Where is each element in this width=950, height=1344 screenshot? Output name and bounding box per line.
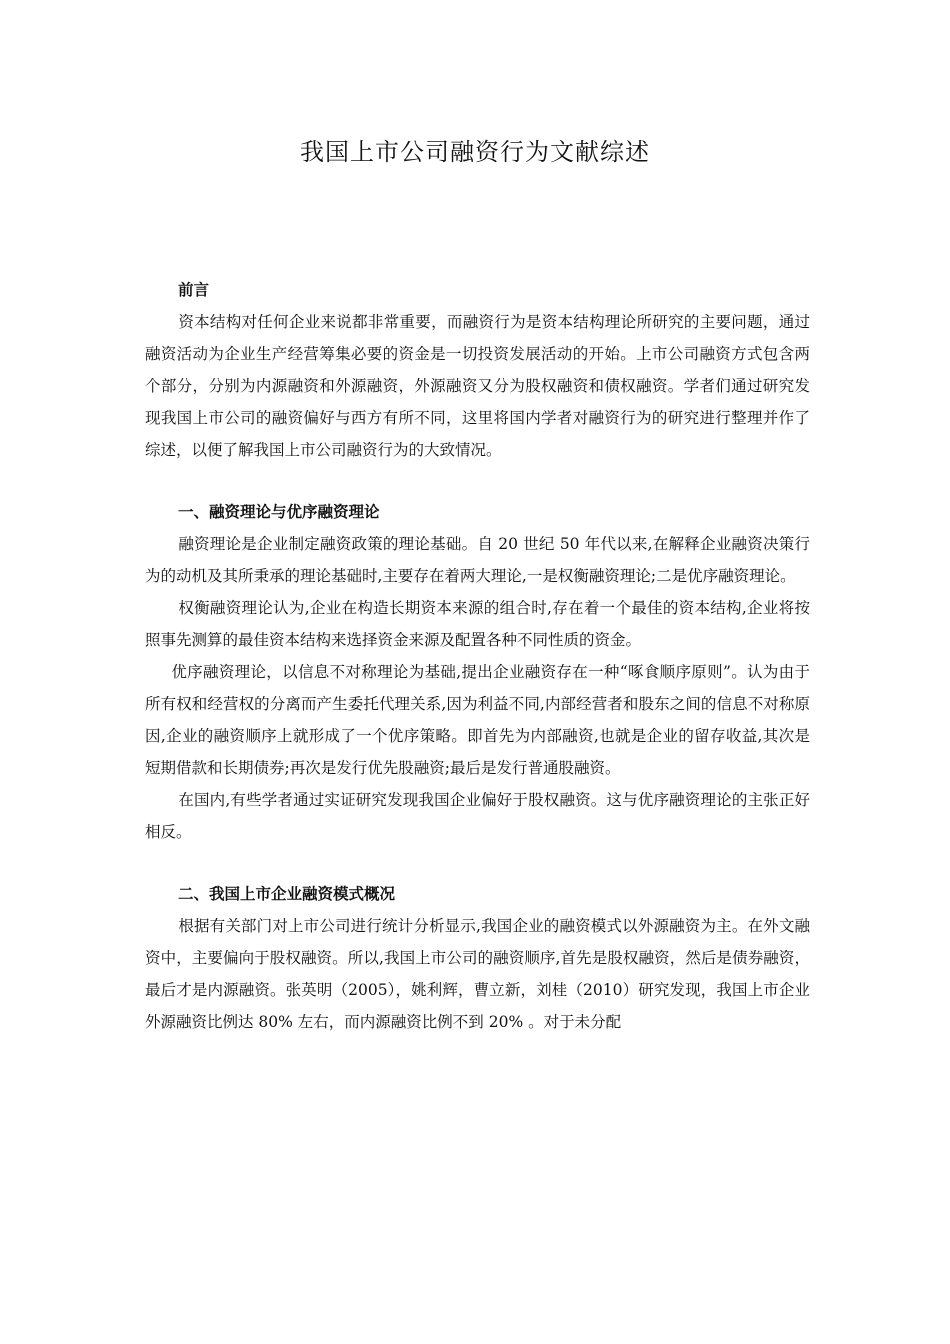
section-heading-preface: 前言 xyxy=(178,281,210,299)
paragraph: 根据有关部门对上市公司进行统计分析显示,我国企业的融资模式以外源融资为主。在外文融资中，主要偏向于股权融资。所以,我国上市公司的融资顺序,首先是股权融资，然后是债券融资，最后才是内源融资。张英明（2005），姚利辉，曹立新，刘桂（2010）研究发现，我国上市企业外源融资比例达 80% 左右，而内源融资比例不到 20% 。对于未分配 xyxy=(145,917,810,1031)
section-heading-financing-model: 二、我国上市企业融资模式概况 xyxy=(178,885,396,903)
paragraph: 资本结构对任何企业来说都非常重要，而融资行为是资本结构理论所研究的主要问题，通过融资活动为企业生产经营筹集必要的资金是一切投资发展活动的开始。上市公司融资方式包含两个部分，分别为内源融资和外源融资，外源融资又分为股权融资和债权融资。学者们通过研究发现我国上市公司的融资偏好与西方有所不同，这里将国内学者对融资行为的研究进行整理并作了综述，以便了解我国上市公司融资行为的大致情况。 xyxy=(145,313,810,459)
paragraph: 权衡融资理论认为,企业在构造长期资本来源的组合时,存在着一个最佳的资本结构,企业将按照事先测算的最佳资本结构来选择资金来源及配置各种不同性质的资金。 xyxy=(145,599,810,649)
section-preface xyxy=(145,274,810,466)
section-financing-theory xyxy=(145,496,810,848)
paragraph: 融资理论是企业制定融资政策的理论基础。自 20 世纪 50 年代以来,在解释企业融资决策行为的动机及其所秉承的理论基础时,主要存在着两大理论,一是权衡融资理论;二是优序融资理论。 xyxy=(145,535,810,585)
document-title: 我国上市公司融资行为文献综述 xyxy=(300,138,650,166)
document-body xyxy=(145,274,810,1038)
paragraph: 优序融资理论，以信息不对称理论为基础,提出企业融资存在一种“啄食顺序原则”。认为由于所有权和经营权的分离而产生委托代理关系,因为利益不同,内部经营者和股东之间的信息不对称原因,企业的融资顺序上就形成了一个优序策略。即首先为内部融资,也就是企业的留存收益,其次是短期借款和长期债券;再次是发行优先股融资;最后是发行普通股融资。 xyxy=(145,663,810,777)
section-financing-model xyxy=(145,878,810,1038)
paragraph: 在国内,有些学者通过实证研究发现我国企业偏好于股权融资。这与优序融资理论的主张正好相反。 xyxy=(145,791,810,841)
section-heading-financing-theory: 一、融资理论与优序融资理论 xyxy=(178,503,380,521)
